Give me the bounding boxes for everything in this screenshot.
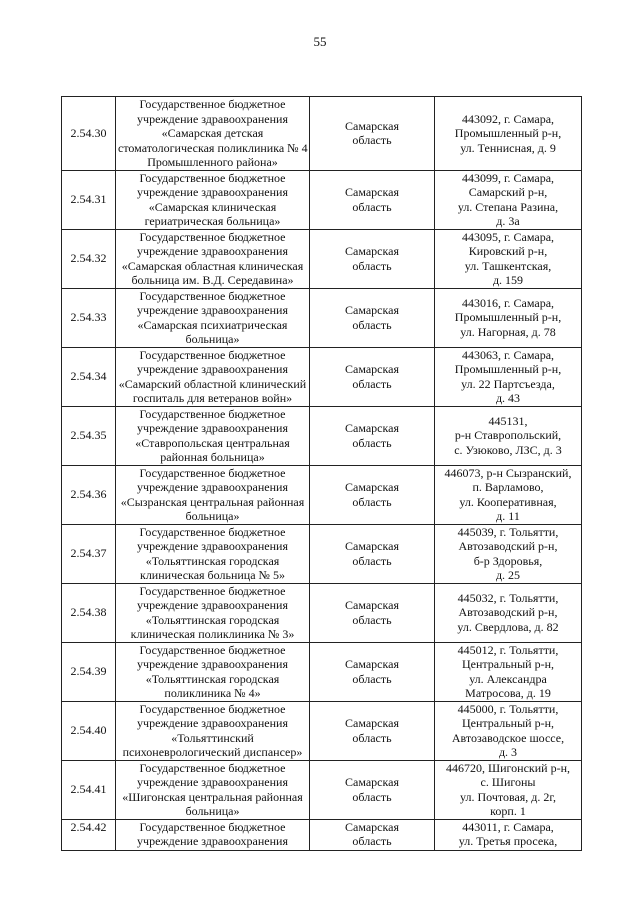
- address-line: Промышленный р-н,: [454, 126, 562, 140]
- region-cell: [310, 406, 435, 465]
- region-line: область: [352, 789, 392, 804]
- institution-name-cell: [116, 642, 310, 701]
- table-row: [62, 642, 582, 701]
- institution-name-line: «Самарская областная клиническая: [121, 258, 304, 273]
- row-number-cell: 2.54.30: [62, 97, 116, 171]
- row-number-cell: 2.54.40: [62, 701, 116, 760]
- institution-name-line: «Самарская психиатрическая: [137, 317, 288, 332]
- institution-name-line: стоматологическая поликлиника № 4: [118, 140, 308, 155]
- institution-name-cell: [116, 97, 310, 171]
- institution-name-cell: [116, 760, 310, 819]
- address-line: 445039, г. Тольятти,: [457, 524, 559, 539]
- institution-name-line: больница им. В.Д. Середавина»: [131, 273, 294, 287]
- region-cell: [310, 819, 435, 850]
- address-line: 445032, г. Тольятти,: [457, 590, 559, 605]
- address-line: ул. Свердлова, д. 82: [457, 619, 559, 634]
- institution-name-line: учреждение здравоохранения: [137, 539, 288, 553]
- address-line: 443095, г. Самара,: [461, 229, 555, 244]
- institution-name-line: Государственное бюджетное: [139, 642, 286, 657]
- institution-name-line: «Самарская детская: [161, 126, 264, 140]
- address-line: Автозаводское шоссе,: [451, 730, 565, 745]
- address-cell: [435, 288, 582, 347]
- institution-name-cell: [116, 465, 310, 524]
- address-line: Автозаводский р-н,: [458, 539, 558, 553]
- table-row: [62, 465, 582, 524]
- region-line: Самарская: [345, 480, 399, 494]
- region-line: область: [352, 258, 392, 273]
- address-line: 443099, г. Самара,: [461, 170, 555, 185]
- region-line: область: [352, 612, 392, 627]
- institution-name-line: Государственное бюджетное: [139, 406, 286, 421]
- region-line: область: [352, 133, 392, 148]
- table-row: [62, 406, 582, 465]
- table-row: [62, 97, 582, 171]
- institution-name-line: больница»: [185, 509, 240, 523]
- institution-name-cell: [116, 583, 310, 642]
- address-line: ул. Третья просека,: [458, 834, 558, 848]
- institution-name-cell: [116, 288, 310, 347]
- institution-name-line: «Сызранская центральная районная: [120, 494, 305, 509]
- region-cell: [310, 524, 435, 583]
- row-number-cell: 2.54.37: [62, 524, 116, 583]
- institution-name-line: «Самарская клиническая: [148, 199, 277, 214]
- row-number-cell: 2.54.31: [62, 170, 116, 229]
- institution-name-line: Государственное бюджетное: [139, 465, 286, 480]
- address-line: 443011, г. Самара,: [462, 819, 554, 834]
- institution-name-line: «Тольяттинская городская: [145, 671, 280, 686]
- institution-name-line: поликлиника № 4»: [164, 686, 261, 700]
- address-cell: [435, 760, 582, 819]
- address-line: д. 43: [495, 391, 521, 405]
- institution-name-line: учреждение здравоохранения: [137, 244, 288, 258]
- institution-name-line: клиническая больница № 5»: [139, 568, 285, 582]
- address-line: Самарский р-н,: [468, 185, 548, 199]
- region-cell: [310, 760, 435, 819]
- institution-name-line: «Самарский областной клинический: [118, 376, 307, 391]
- address-cell: [435, 97, 582, 171]
- address-line: 445012, г. Тольятти,: [457, 642, 559, 657]
- region-cell: [310, 642, 435, 701]
- address-line: д. 25: [495, 568, 521, 582]
- address-line: б-р Здоровья,: [473, 553, 543, 568]
- address-cell: [435, 465, 582, 524]
- institution-name-line: Государственное бюджетное: [139, 524, 286, 539]
- institutions-table: [61, 96, 582, 851]
- region-cell: [310, 465, 435, 524]
- page-number: 55: [313, 34, 327, 49]
- institution-name-line: Промышленного района»: [147, 155, 278, 169]
- address-line: 445131,: [488, 413, 528, 428]
- address-cell: [435, 642, 582, 701]
- table-row: [62, 170, 582, 229]
- region-cell: [310, 229, 435, 288]
- region-line: область: [352, 376, 392, 391]
- region-cell: [310, 170, 435, 229]
- region-line: область: [352, 494, 392, 509]
- region-line: область: [352, 317, 392, 332]
- institution-name-line: Государственное бюджетное: [139, 583, 286, 598]
- institution-name-line: учреждение здравоохранения: [137, 598, 288, 612]
- row-number-cell: 2.54.36: [62, 465, 116, 524]
- address-cell: [435, 229, 582, 288]
- table-row: [62, 288, 582, 347]
- address-cell: [435, 524, 582, 583]
- region-line: Самарская: [345, 185, 399, 199]
- table-row: [62, 347, 582, 406]
- institution-name-line: учреждение здравоохранения: [137, 421, 288, 435]
- region-line: Самарская: [345, 819, 399, 834]
- address-line: 446073, р-н Сызранский,: [444, 465, 572, 480]
- address-line: д. 159: [492, 273, 524, 287]
- address-line: Центральный р-н,: [461, 716, 555, 730]
- row-number-cell: 2.54.41: [62, 760, 116, 819]
- institution-name-line: Государственное бюджетное: [139, 347, 286, 362]
- institution-name-line: Государственное бюджетное: [139, 229, 286, 244]
- address-line: с. Шигоны: [480, 775, 536, 789]
- region-cell: [310, 97, 435, 171]
- address-line: Кировский р-н,: [468, 244, 548, 258]
- institution-name-cell: [116, 819, 310, 850]
- address-line: ул. 22 Партсъезда,: [461, 376, 555, 391]
- row-number-cell: 2.54.38: [62, 583, 116, 642]
- row-number-cell: 2.54.35: [62, 406, 116, 465]
- institution-name-line: гериатрическая больница»: [144, 214, 281, 228]
- region-line: Самарская: [345, 303, 399, 317]
- institution-name-line: «Тольяттинская городская: [145, 612, 280, 627]
- table-row: [62, 229, 582, 288]
- institution-name-cell: [116, 170, 310, 229]
- address-line: 443016, г. Самара,: [461, 295, 555, 310]
- table-row: [62, 819, 582, 850]
- institution-name-cell: [116, 701, 310, 760]
- row-number-cell: 2.54.33: [62, 288, 116, 347]
- row-number-cell: 2.54.34: [62, 347, 116, 406]
- table-row: [62, 760, 582, 819]
- address-cell: [435, 819, 582, 850]
- address-line: д. 3: [498, 745, 518, 759]
- table-row: [62, 701, 582, 760]
- address-line: Промышленный р-н,: [454, 310, 562, 325]
- row-number-cell: 2.54.39: [62, 642, 116, 701]
- address-line: д. 11: [496, 509, 520, 523]
- region-line: Самарская: [345, 657, 399, 671]
- address-line: с. Узюково, ЛЗС, д. 3: [454, 442, 562, 457]
- institution-name-line: Государственное бюджетное: [139, 760, 286, 775]
- institution-name-line: учреждение здравоохранения: [137, 185, 288, 199]
- institution-name-line: Государственное бюджетное: [139, 97, 286, 111]
- region-line: область: [352, 553, 392, 568]
- address-line: ул. Теннисная, д. 9: [460, 140, 556, 155]
- institution-name-cell: [116, 524, 310, 583]
- institution-name-line: клиническая поликлиника № 3»: [130, 627, 295, 641]
- row-number-cell: 2.54.42: [62, 819, 116, 850]
- institution-name-line: больница»: [185, 804, 240, 818]
- region-line: область: [352, 834, 392, 848]
- institution-name-cell: [116, 406, 310, 465]
- address-line: ул. Кооперативная,: [459, 494, 557, 509]
- region-cell: [310, 288, 435, 347]
- institution-name-line: Государственное бюджетное: [139, 288, 286, 303]
- institution-name-line: учреждение здравоохранения: [137, 657, 288, 671]
- institution-name-cell: [116, 347, 310, 406]
- institution-name-line: психоневрологический диспансер»: [122, 745, 303, 759]
- address-line: д. 3а: [496, 214, 520, 228]
- address-cell: [435, 701, 582, 760]
- address-line: р-н Ставропольский,: [454, 428, 562, 443]
- region-line: область: [352, 435, 392, 450]
- address-line: корп. 1: [490, 804, 526, 818]
- region-line: Самарская: [345, 421, 399, 435]
- region-cell: [310, 701, 435, 760]
- region-line: Самарская: [345, 539, 399, 553]
- address-line: Центральный р-н,: [461, 657, 555, 671]
- institution-name-line: больница»: [185, 332, 240, 346]
- address-line: 443063, г. Самара,: [461, 347, 555, 362]
- region-line: область: [352, 199, 392, 214]
- institution-name-line: Государственное бюджетное: [139, 170, 286, 185]
- institution-name-line: учреждение здравоохранения: [137, 834, 288, 848]
- region-cell: [310, 583, 435, 642]
- region-line: Самарская: [345, 244, 399, 258]
- region-line: Самарская: [345, 118, 399, 133]
- address-line: ул. Нагорная, д. 78: [460, 324, 556, 339]
- region-cell: [310, 347, 435, 406]
- address-cell: [435, 406, 582, 465]
- institution-name-line: районная больница»: [160, 450, 265, 464]
- address-cell: [435, 347, 582, 406]
- address-line: ул. Почтовая, д. 2г,: [460, 789, 556, 804]
- institution-name-line: «Тольяттинский: [171, 730, 254, 745]
- institution-name-line: учреждение здравоохранения: [137, 111, 288, 126]
- region-line: Самарская: [345, 362, 399, 376]
- region-line: область: [352, 730, 392, 745]
- row-number-cell: 2.54.32: [62, 229, 116, 288]
- region-line: Самарская: [345, 775, 399, 789]
- institution-name-line: учреждение здравоохранения: [137, 303, 288, 317]
- institution-name-line: Государственное бюджетное: [139, 819, 286, 834]
- table-body: [62, 97, 582, 851]
- address-line: Матросова, д. 19: [465, 686, 551, 700]
- table-row: [62, 524, 582, 583]
- address-line: ул. Степана Разина,: [457, 199, 559, 214]
- institution-name-line: учреждение здравоохранения: [137, 775, 288, 789]
- address-line: 443092, г. Самара,: [461, 111, 555, 126]
- institution-name-line: учреждение здравоохранения: [137, 362, 288, 376]
- address-line: 446720, Шигонский р-н,: [446, 760, 570, 775]
- institution-name-line: госпиталь для ветеранов войн»: [132, 391, 293, 405]
- institution-name-line: учреждение здравоохранения: [137, 480, 288, 494]
- table-row: [62, 583, 582, 642]
- institution-name-line: учреждение здравоохранения: [137, 716, 288, 730]
- region-line: Самарская: [345, 598, 399, 612]
- region-line: область: [352, 671, 392, 686]
- institution-name-cell: [116, 229, 310, 288]
- institution-name-line: Государственное бюджетное: [139, 701, 286, 716]
- address-line: ул. Александра: [469, 671, 547, 686]
- institution-name-line: «Тольяттинская городская: [145, 553, 280, 568]
- institution-name-line: «Шигонская центральная районная: [122, 789, 303, 804]
- region-line: Самарская: [345, 716, 399, 730]
- address-cell: [435, 583, 582, 642]
- address-line: Промышленный р-н,: [454, 362, 562, 376]
- address-line: 445000, г. Тольятти,: [457, 701, 559, 716]
- address-line: ул. Ташкентская,: [464, 258, 552, 273]
- address-line: п. Варламово,: [472, 480, 544, 494]
- address-cell: [435, 170, 582, 229]
- address-line: Автозаводский р-н,: [458, 605, 558, 620]
- institution-name-line: «Ставропольская центральная: [135, 435, 290, 450]
